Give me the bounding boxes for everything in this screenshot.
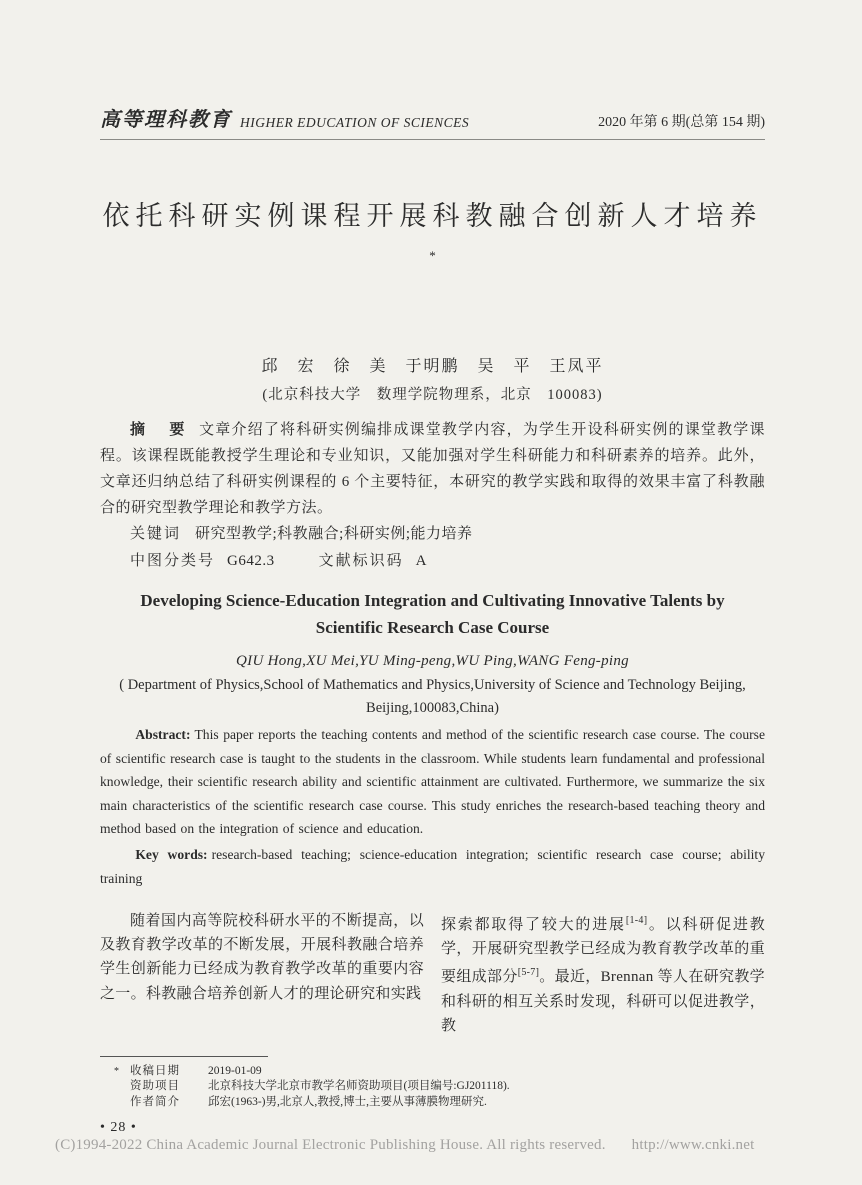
keywords-cn-text: 研究型教学;科教融合;科研实例;能力培养 [195, 526, 473, 542]
page-number: • 28 • [100, 1120, 137, 1136]
citation-ref-5-7: [5-7] [517, 967, 540, 979]
footnote-rows [130, 1064, 765, 1111]
clc-label: 中图分类号 [130, 553, 216, 569]
footnote-value: 2019-01-09 [208, 1064, 262, 1077]
paper-title [100, 196, 765, 281]
body-right-text1: 探索都取得了较大的进展 [441, 916, 626, 933]
citation-ref-1-4: [1-4] [625, 914, 648, 926]
cnki-url: http://www.cnki.net [631, 1137, 755, 1153]
body-right-text3: 。最近，Brennan 等人在研究教学和科研的相互关系时发现，科研可以促进教学，教 [441, 969, 765, 1034]
keywords-cn [100, 521, 765, 548]
english-title-line1: Developing Science-Education Integration and Cultivating Innovative Talents by [140, 591, 725, 610]
english-affiliation-line1: ( Department of Physics,School of Mathematics and Physics,University of Science and Technology Beijing, [119, 677, 746, 693]
footnote-label: 收稿日期 [130, 1064, 180, 1077]
clc-value: G642.3 [227, 553, 275, 569]
copyright-text: (C)1994-2022 China Academic Journal Electronic Publishing House. All rights reserved. [55, 1137, 606, 1153]
journal-header [100, 103, 765, 140]
chinese-abstract-group [100, 417, 765, 575]
english-authors: QIU Hong,XU Mei,YU Ming-peng,WU Ping,WANG Feng-ping [236, 653, 629, 669]
keywords-en-label: Key words: [135, 846, 208, 862]
journal-logo-cn: 高等理科教育 [100, 109, 232, 131]
doc-code-label: 文献标识码 [318, 553, 404, 569]
english-abstract-group [100, 723, 765, 891]
affiliation-cn: (北京科技大学 数理学院物理系，北京 100083) [262, 387, 603, 403]
body-paragraph-right [441, 909, 765, 1038]
issue-info: 2020 年第 6 期(总第 154 期) [598, 115, 765, 130]
abstract-en [100, 723, 765, 841]
page-content [100, 103, 765, 1136]
abstract-cn-text: 文章介绍了将科研实例编排成课堂教学内容，为学生开设科研实例的课堂教学课程。该课程既能教授学生理论和专业知识，又能加强对学生科研能力和科研素养的培养。此外，文章还归纳总结了科研实例课程的 6 个主要特征，本研究的教学实践和取得的效果丰富了科教融合的研究型教学理论和教学方法。 [100, 422, 765, 516]
english-title-line2: Scientific Research Case Course [315, 618, 550, 637]
footnote-row-received-date [130, 1064, 765, 1080]
footnote-value: 北京科技大学北京市教学名师资助项目(项目编号:GJ201118). [208, 1080, 510, 1093]
title-footnote-mark: * [429, 248, 436, 263]
footnote-body [100, 1064, 765, 1111]
footnote-separator [100, 1056, 268, 1057]
footnote-label: 资助项目 [130, 1080, 180, 1093]
footnote-label: 作者简介 [130, 1095, 180, 1108]
english-title [100, 587, 765, 641]
keywords-cn-label: 关键词 [130, 526, 182, 542]
body-columns [100, 909, 765, 1038]
journal-name-en: HIGHER EDUCATION OF SCIENCES [240, 115, 470, 130]
body-column-right [441, 909, 765, 1038]
abstract-en-text: This paper reports the teaching contents and method of the scientific research case course. The course of scientific research case is taught to the students in the classroom. While students learn fundamental and professional knowledge, their scientific research ability and scientific attainment are cultivated. Furthermore, we summarize the six main characteristics of the scientific research case course. This study enriches the research-based teaching theory and method based on the integration of science and education. [100, 727, 765, 837]
abstract-cn-label: 摘 要 [130, 422, 190, 438]
authors-cn: 邱 宏 徐 美 于明鹏 吴 平 王凤平 [261, 358, 604, 375]
clc-line [100, 548, 765, 575]
keywords-en-text: research-based teaching; science-education integration; scientific research case course; ability training [100, 846, 766, 886]
footnote-mark: * [114, 1065, 119, 1077]
footnote-row-funding [130, 1079, 765, 1095]
footnote-block [100, 1056, 765, 1111]
footnote-row-author-bio [130, 1095, 765, 1111]
doc-code-value: A [415, 553, 427, 569]
footnote-value: 邱宏(1963-)男,北京人,教授,博士,主要从事薄膜物理研究. [208, 1095, 487, 1108]
body-paragraph-left: 随着国内高等院校科研水平的不断提高，以及教育教学改革的不断发展，开展科教融合培养学生创新能力已经成为教育教学改革的重要内容之一。科教融合培养创新人才的理论研究和实践 [100, 912, 424, 1002]
keywords-en [100, 843, 765, 891]
english-affiliation-line2: Beijing,100083,China) [366, 700, 499, 716]
body-column-left [100, 909, 424, 1038]
abstract-cn [100, 417, 765, 521]
paper-title-text: 依托科研实例课程开展科教融合创新人才培养 [102, 201, 763, 231]
english-affiliation [100, 674, 765, 720]
abstract-en-label: Abstract: [135, 727, 191, 742]
body-right-text2: 。以科研促进教学，开展研究型教学已经成为教育教学改革的重要组成部分 [441, 916, 765, 986]
copyright-line [55, 1137, 754, 1154]
